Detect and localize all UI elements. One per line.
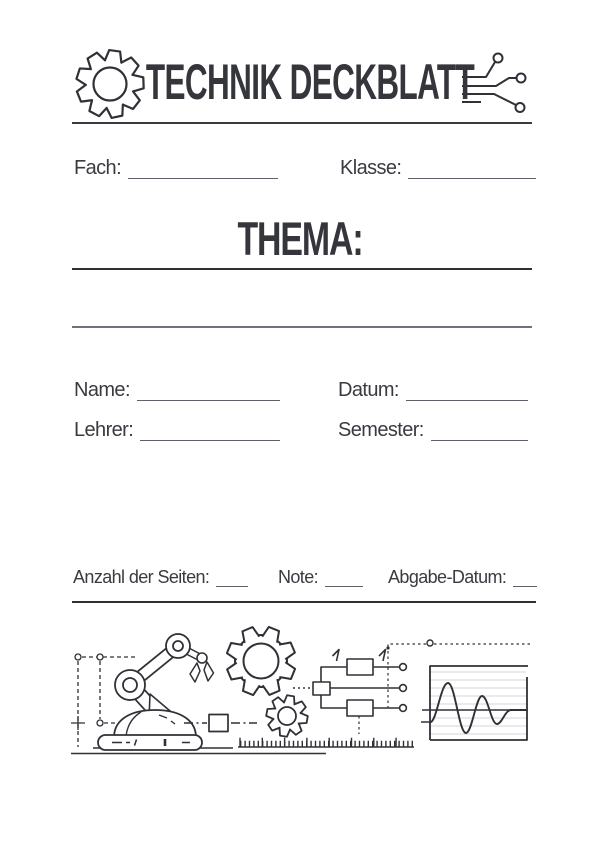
gear-icon (76, 50, 144, 119)
klasse-blank-line (408, 160, 536, 179)
datum-label: Datum: (338, 379, 399, 401)
note-label: Note: (278, 567, 319, 587)
field-note (278, 567, 363, 587)
datum-blank-line (406, 382, 528, 401)
ruler-icon (238, 743, 414, 748)
fach-blank-line (128, 160, 278, 179)
header-rule (72, 122, 532, 124)
abgabe-datum-label: Abgabe-Datum: (388, 567, 507, 587)
field-lehrer (74, 419, 280, 441)
field-name (74, 379, 280, 401)
field-abgabe-datum (388, 567, 537, 587)
robot-arm-icon (98, 634, 214, 750)
large-gear-icon (226, 626, 296, 696)
field-datum (338, 379, 528, 401)
lehrer-blank-line (140, 422, 280, 441)
oscilloscope-icon (421, 666, 528, 740)
thema-rule (72, 268, 532, 271)
name-label: Name: (74, 379, 130, 401)
semester-blank-line (431, 422, 528, 441)
footer-rule (72, 601, 536, 603)
fach-label: Fach: (74, 157, 122, 179)
small-gear-icon (266, 695, 308, 737)
page-title: TECHNIK DECKBLATT (145, 54, 475, 110)
field-klasse (340, 157, 536, 179)
anzahl-der-seiten-blank-line (216, 568, 248, 587)
thema-second-line (72, 326, 532, 328)
note-blank-line (325, 568, 363, 587)
abgabe-datum-blank-line (513, 568, 537, 587)
thema-heading: THEMA: (237, 212, 363, 265)
anzahl-der-seiten-label: Anzahl der Seiten: (73, 567, 210, 587)
field-semester (338, 419, 528, 441)
field-fach (74, 157, 278, 179)
circuit-diagram-icon (293, 640, 530, 734)
klasse-label: Klasse: (340, 157, 402, 179)
name-blank-line (137, 382, 280, 401)
field-anzahl-der-seiten (73, 567, 248, 587)
semester-label: Semester: (338, 419, 424, 441)
lehrer-label: Lehrer: (74, 419, 134, 441)
